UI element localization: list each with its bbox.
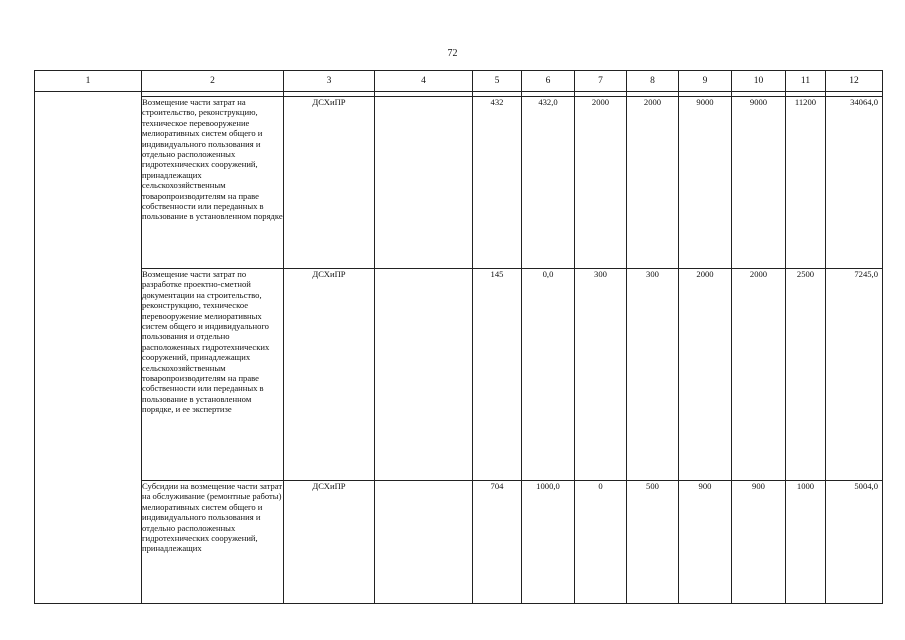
header-col-5: 5 — [473, 71, 522, 92]
row-value-5: 432 — [473, 97, 522, 269]
header-col-7: 7 — [575, 71, 627, 92]
header-col-11: 11 — [786, 71, 826, 92]
row-value-11: 2500 — [786, 269, 826, 481]
row-value-7: 300 — [575, 269, 627, 481]
header-col-2: 2 — [142, 71, 284, 92]
row-value-7: 2000 — [575, 97, 627, 269]
header-col-6: 6 — [522, 71, 575, 92]
row-executor: ДСХиПР — [284, 481, 375, 604]
merged-col-1-cell — [35, 92, 142, 604]
row-value-9: 2000 — [679, 269, 732, 481]
row-executor: ДСХиПР — [284, 97, 375, 269]
header-col-9: 9 — [679, 71, 732, 92]
row-col-4 — [375, 97, 473, 269]
table-row — [35, 97, 883, 269]
row-value-8: 500 — [627, 481, 679, 604]
page-number: 72 — [447, 48, 458, 59]
row-executor: ДСХиПР — [284, 269, 375, 481]
row-value-10: 9000 — [732, 97, 786, 269]
row-value-9: 900 — [679, 481, 732, 604]
row-value-11: 1000 — [786, 481, 826, 604]
program-table — [34, 70, 883, 604]
table-row — [35, 481, 883, 604]
row-total-12: 7245,0 — [826, 269, 883, 481]
row-total-12: 5004,0 — [826, 481, 883, 604]
row-value-5: 704 — [473, 481, 522, 604]
row-value-6: 432,0 — [522, 97, 575, 269]
row-value-9: 9000 — [679, 97, 732, 269]
row-value-10: 2000 — [732, 269, 786, 481]
header-col-10: 10 — [732, 71, 786, 92]
row-value-5: 145 — [473, 269, 522, 481]
header-col-1: 1 — [35, 71, 142, 92]
table-row — [35, 269, 883, 481]
row-value-8: 300 — [627, 269, 679, 481]
row-description: Возмещение части затрат на строительство, реконструкцию, техническое перевооружение мелиоративных систем общего и индивидуального пользования и отдельно расположенных гидротехнических сооружений, принадлежащих сельскохозяйственным товаропроизводителям на праве собственности или переданных в пользование в установленном порядке — [142, 97, 284, 269]
header-col-4: 4 — [375, 71, 473, 92]
row-value-10: 900 — [732, 481, 786, 604]
row-description: Возмещение части затрат по разработке проектно-сметной документации на строительство, реконструкцию, техническое перевооружение мелиоративных систем общего и индивидуального пользования и отдельно расположенных гидротехнических сооружений, принадлежащих сельскохозяйственным товаропроизводителям на праве собственности или переданных в пользование в установленном порядке, и ее экспертизе — [142, 269, 284, 481]
row-value-8: 2000 — [627, 97, 679, 269]
header-col-8: 8 — [627, 71, 679, 92]
header-col-12: 12 — [826, 71, 883, 92]
row-value-6: 1000,0 — [522, 481, 575, 604]
row-col-4 — [375, 481, 473, 604]
row-description: Субсидии на возмещение части затрат на обслуживание (ремонтные работы) мелиоративных систем общего и индивидуального пользования и отдельно расположенных гидротехнических сооружений, принадлежащих — [142, 481, 284, 604]
row-value-11: 11200 — [786, 97, 826, 269]
row-total-12: 34064,0 — [826, 97, 883, 269]
row-col-4 — [375, 269, 473, 481]
row-value-6: 0,0 — [522, 269, 575, 481]
header-col-3: 3 — [284, 71, 375, 92]
row-value-7: 0 — [575, 481, 627, 604]
header-row — [35, 71, 883, 92]
